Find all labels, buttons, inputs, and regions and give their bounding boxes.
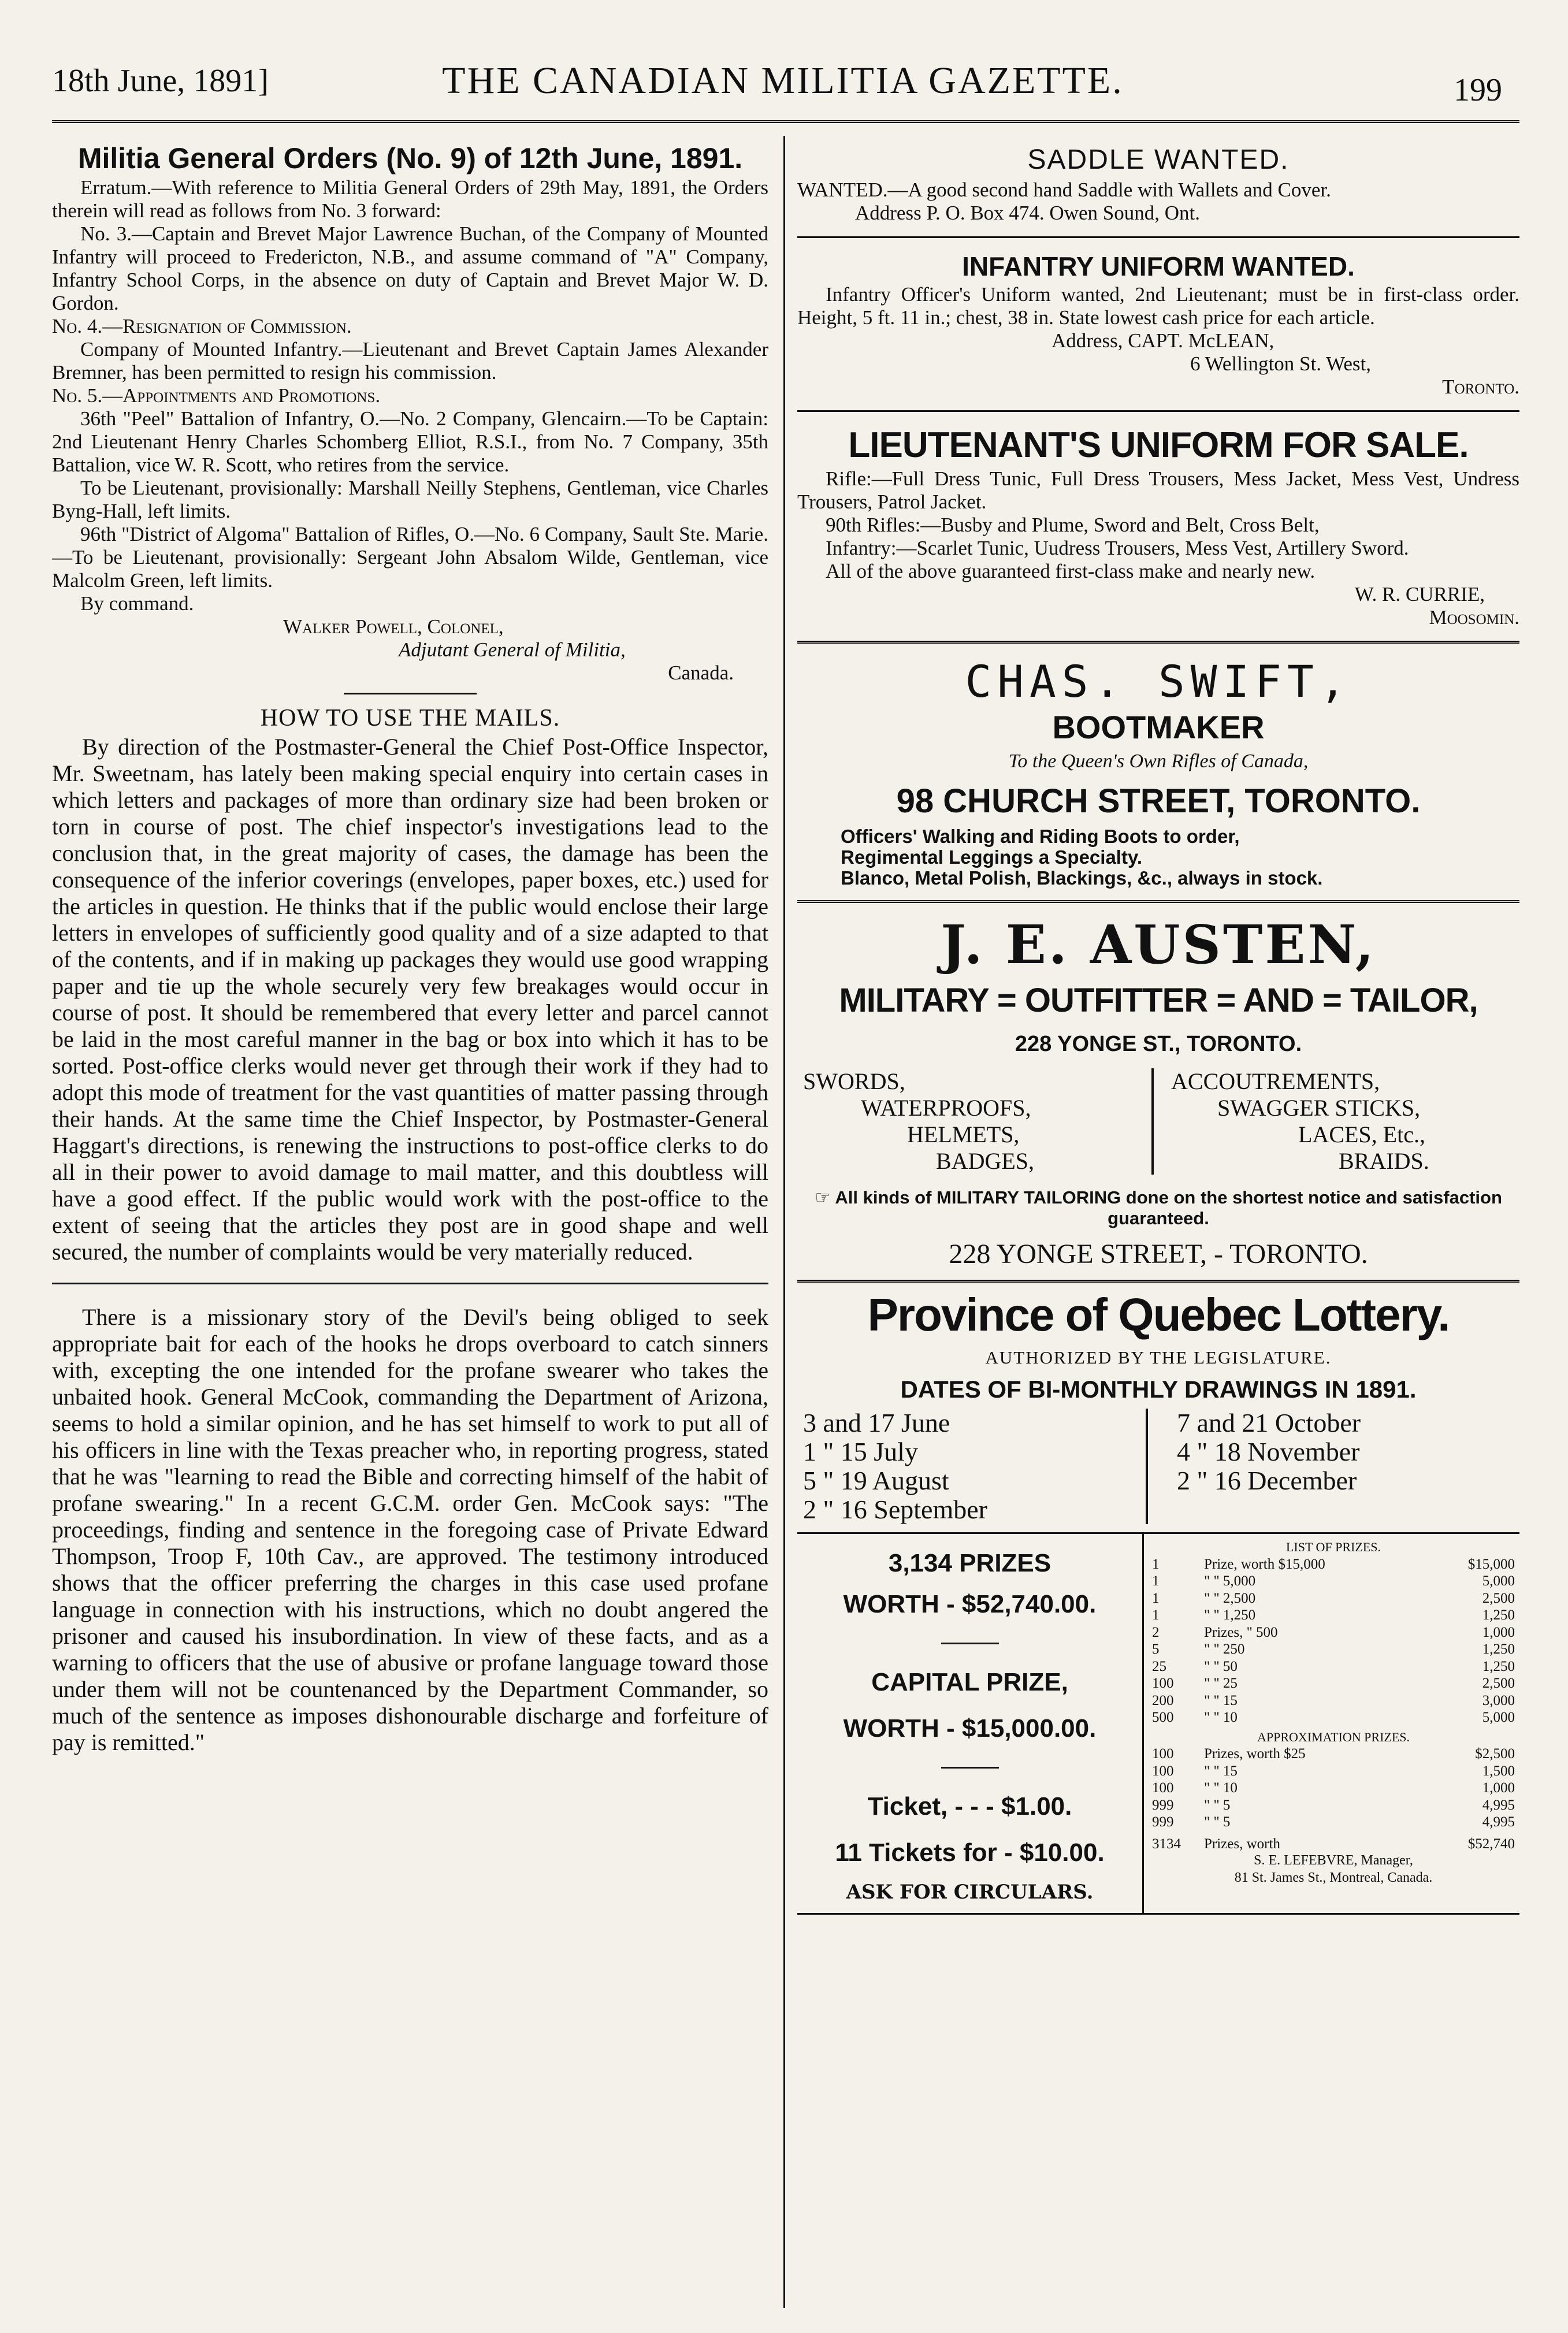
prize-qty: 100 — [1152, 1676, 1174, 1691]
austen-notice-text: All kinds of MILITARY TAILORING done on the shortest notice and satisfaction guaranteed. — [835, 1187, 1502, 1228]
swift-address: 98 CHURCH STREET, TORONTO. — [896, 782, 1421, 820]
section-divider — [797, 900, 1519, 903]
lottery-date: 1 " 15 July — [803, 1437, 918, 1466]
lottery-dates-title: DATES OF BI-MONTHLY DRAWINGS IN 1891. — [900, 1376, 1417, 1403]
lottery-prizes-worth: WORTH - $52,740.00. — [843, 1590, 1097, 1618]
prize-qty: 500 — [1152, 1710, 1174, 1725]
prize-row — [1152, 1692, 1515, 1710]
lottery-prizes-box — [797, 1532, 1519, 1915]
prize-desc: " " 2,500 — [1204, 1590, 1256, 1606]
lieutenant-sig1: W. R. CURRIE, — [1354, 583, 1485, 605]
saddle-line2: Address P. O. Box 474. Owen Sound, Ont. — [855, 202, 1200, 224]
orders-no3: No. 3.—Captain and Brevet Major Lawrence Buchan, of the Company of Mounted Infantry will proceed to Fredericton, N.B., and assume command of "A" Company, Infantry School Corps, in the absence on duty of Captain and Brevet Major W. D. Gordon. — [52, 222, 768, 314]
prize-desc: Prizes, " 500 — [1204, 1624, 1278, 1640]
austen-address2: 228 YONGE STREET, - TORONTO. — [949, 1239, 1368, 1269]
summary-divider — [941, 1767, 999, 1769]
prize-value: 1,500 — [1482, 1763, 1515, 1779]
prize-value: $15,000 — [1467, 1556, 1515, 1572]
section-divider — [797, 410, 1519, 412]
section-divider — [797, 1280, 1519, 1283]
prize-row — [1152, 1780, 1515, 1797]
prize-value: 2,500 — [1482, 1590, 1515, 1606]
orders-96th: 96th "District of Algoma" Battalion of Rifles, O.—No. 6 Company, Sault Ste. Marie.—To be Lieutenant, provisionally: Sergeant John Absalom Wilde, Gentleman, vice Malcolm Green, left limits. — [52, 523, 768, 592]
swift-line1: Officers' Walking and Riding Boots to order, — [841, 826, 1240, 847]
summary-divider — [941, 1643, 999, 1644]
austen-goods — [797, 1068, 1519, 1175]
lottery-prize-list — [1144, 1534, 1519, 1913]
quebec-lottery-ad — [797, 1287, 1519, 1915]
austen-item: ACCOUTREMENTS, — [1171, 1068, 1380, 1094]
lottery-date: 2 " 16 December — [1177, 1466, 1357, 1495]
prize-value: $52,740 — [1467, 1836, 1515, 1852]
prize-value: 2,500 — [1482, 1676, 1515, 1691]
austen-item: BRAIDS. — [1339, 1148, 1429, 1174]
prize-row — [1152, 1556, 1515, 1573]
prize-qty: 1 — [1152, 1573, 1160, 1589]
austen-item: BADGES, — [936, 1148, 1035, 1174]
swift-bootmaker-ad — [797, 655, 1519, 889]
prize-qty: 3134 — [1152, 1836, 1181, 1852]
lottery-date: 5 " 19 August — [803, 1466, 949, 1495]
prize-desc: Prizes, worth $25 — [1204, 1746, 1306, 1762]
section-divider — [797, 236, 1519, 238]
prize-desc: " " 15 — [1204, 1692, 1238, 1708]
saddle-wanted-ad — [797, 142, 1519, 225]
orders-signature: Walker Powell, Colonel, — [283, 615, 504, 638]
prize-desc: " " 5 — [1204, 1797, 1231, 1813]
prize-value: 1,000 — [1482, 1780, 1515, 1796]
lottery-11-tickets: 11 Tickets for - $10.00. — [835, 1838, 1105, 1867]
prize-qty: 1 — [1152, 1590, 1160, 1606]
prize-desc: " " 10 — [1204, 1780, 1238, 1796]
prize-list — [1152, 1556, 1515, 1726]
swift-subtitle: To the Queen's Own Rifles of Canada, — [1008, 751, 1309, 772]
pointing-hand-icon: ☞ — [815, 1187, 831, 1208]
prize-desc: " " 10 — [1204, 1710, 1238, 1725]
prize-row — [1152, 1624, 1515, 1641]
orders-erratum: Erratum.—With reference to Militia General Orders of 29th May, 1891, the Orders therein will read as follows from No. 3 forward: — [52, 176, 768, 222]
orders-no4: No. 4.—Resignation of Commission. — [52, 315, 352, 337]
right-column — [797, 136, 1519, 2308]
lottery-ticket: Ticket, - - - $1.00. — [867, 1792, 1072, 1821]
austen-item: HELMETS, — [907, 1121, 1020, 1147]
prize-row — [1152, 1814, 1515, 1831]
header-date: 18th June, 1891] — [52, 63, 269, 99]
swift-line3: Blanco, Metal Polish, Blackings, &c., always in stock. — [841, 867, 1323, 889]
prize-qty: 100 — [1152, 1763, 1174, 1779]
swift-line2: Regimental Leggings a Specialty. — [841, 846, 1143, 868]
prize-row — [1152, 1658, 1515, 1676]
austen-goods-right — [1154, 1068, 1519, 1175]
section-divider — [52, 1283, 768, 1284]
austen-name: J. E. AUSTEN, — [941, 913, 1376, 976]
prize-row — [1152, 1573, 1515, 1590]
lottery-capital-worth: WORTH - $15,000.00. — [843, 1714, 1097, 1743]
prize-value: $2,500 — [1475, 1746, 1515, 1762]
prize-list-title: LIST OF PRIZES. — [1285, 1540, 1381, 1554]
lottery-dates-right — [1148, 1409, 1519, 1524]
austen-item: SWAGGER STICKS, — [1217, 1095, 1421, 1121]
infantry-addr2: 6 Wellington St. West, — [1190, 352, 1371, 375]
prize-value: 4,995 — [1482, 1814, 1515, 1830]
page-number: 199 — [1454, 72, 1502, 108]
prize-row — [1152, 1709, 1515, 1726]
infantry-uniform-ad — [797, 250, 1519, 399]
prize-qty: 100 — [1152, 1780, 1174, 1796]
austen-outfitter-ad — [797, 915, 1519, 1275]
mails-body: By direction of the Postmaster-General the Chief Post-Office Inspector, Mr. Sweetnam, has lately been making special enquiry into certain cases in which letters and packages of more than ordinary size had been broken or torn in course of post. The chief inspector's investigations lead to the conclusion that, in the great majority of cases, the damage has been the consequence of the inferior coverings (envelopes, paper boxes, etc.) used for the articles in question. He thinks that if the public would enclose their large letters in envelopes of sufficiently good quality and of a size adapted to that of the contents, and if in making up packages they would use good wrapping paper and tie up the whole securely very few breakages would occur in course of post. It should be remembered that every letter and parcel cannot be laid in the most careful manner in the bag or box into which it has to be sorted. Post-office clerks would never get through their work if they had to adopt this mode of treatment for the vast quantities of matter passing through their hands. At the same time the Chief Inspector, by Postmaster-General Haggart's directions, is renewing the instructions to post-office clerks to do all in their power to avoid damage to mail matter, and this doubtless will have a good effect. If the public would work with the post-office to the extent of seeing that the articles they post are in good shape and well secured, the number of complaints would be very materially reduced. — [52, 734, 768, 1265]
left-column — [52, 136, 768, 2308]
orders-signature-place: Canada. — [668, 662, 734, 684]
lieutenant-guarantee: All of the above guaranteed first-class make and nearly new. — [826, 560, 1316, 582]
prize-desc: " " 5 — [1204, 1814, 1231, 1830]
lottery-authorized: AUTHORIZED BY THE LEGISLATURE. — [985, 1347, 1332, 1368]
prize-desc: " " 250 — [1204, 1641, 1245, 1657]
prize-qty: 25 — [1152, 1658, 1166, 1674]
infantry-title: INFANTRY UNIFORM WANTED. — [962, 251, 1355, 281]
lieutenant-infantry: Infantry:—Scarlet Tunic, Uudress Trousers, Mess Vest, Artillery Sword. — [826, 537, 1409, 559]
lieutenant-rifle: Rifle:—Full Dress Tunic, Full Dress Trousers, Mess Jacket, Mess Vest, Undress Trousers, Patrol Jacket. — [797, 467, 1519, 513]
lottery-dates-left — [797, 1409, 1148, 1524]
orders-no5: No. 5.—Appointments and Promotions. — [52, 384, 381, 407]
prize-qty: 2 — [1152, 1624, 1160, 1640]
lottery-capital: CAPITAL PRIZE, — [871, 1668, 1068, 1696]
header-rule — [52, 120, 1519, 123]
devil-article — [52, 1304, 768, 1756]
lottery-manager-address: 81 St. James St., Montreal, Canada. — [1234, 1870, 1433, 1885]
orders-signature-title: Adjutant General of Militia, — [399, 638, 626, 661]
lottery-ask: ASK FOR CIRCULARS. — [846, 1881, 1094, 1904]
orders-by-command: By command. — [80, 592, 194, 615]
swift-name: CHAS. SWIFT, — [965, 656, 1352, 707]
infantry-addr3: Toronto. — [1442, 376, 1519, 398]
how-to-use-mails — [52, 703, 768, 1265]
prize-value: 3,000 — [1482, 1692, 1515, 1708]
lottery-summary — [797, 1534, 1144, 1913]
prize-desc: " " 15 — [1204, 1763, 1238, 1779]
prize-value: 5,000 — [1482, 1710, 1515, 1725]
prize-row — [1152, 1797, 1515, 1814]
approx-list-title: APPROXIMATION PRIZES. — [1257, 1729, 1410, 1744]
prize-value: 1,000 — [1482, 1624, 1515, 1640]
prize-row — [1152, 1590, 1515, 1607]
lottery-date: 2 " 16 September — [803, 1495, 987, 1524]
austen-item: SWORDS, — [803, 1068, 905, 1094]
prize-desc: " " 50 — [1204, 1658, 1238, 1674]
prize-qty: 1 — [1152, 1607, 1160, 1623]
prize-value: 1,250 — [1482, 1658, 1515, 1674]
prize-total-row — [1152, 1836, 1515, 1853]
section-divider — [344, 693, 477, 694]
prize-value: 1,250 — [1482, 1607, 1515, 1623]
prize-qty: 200 — [1152, 1692, 1174, 1708]
lottery-date: 4 " 18 November — [1177, 1437, 1360, 1466]
mails-title: HOW TO USE THE MAILS. — [260, 705, 560, 731]
prize-qty: 1 — [1152, 1556, 1160, 1572]
prize-row — [1152, 1641, 1515, 1658]
prize-value: 4,995 — [1482, 1797, 1515, 1813]
lieutenant-90th: 90th Rifles:—Busby and Plume, Sword and Belt, Cross Belt, — [826, 514, 1320, 536]
prize-row — [1152, 1745, 1515, 1763]
prize-row — [1152, 1607, 1515, 1624]
austen-item: LACES, Etc., — [1298, 1121, 1425, 1147]
infantry-addr1: Address, CAPT. McLEAN, — [1051, 329, 1275, 352]
lottery-title: Province of Quebec Lottery. — [867, 1289, 1450, 1340]
lottery-date: 7 and 21 October — [1177, 1408, 1361, 1437]
orders-mounted-infantry: Company of Mounted Infantry.—Lieutenant and Brevet Captain James Alexander Bremner, has been permitted to resign his commission. — [52, 338, 768, 384]
saddle-title: SADDLE WANTED. — [1027, 144, 1290, 175]
lottery-manager: S. E. LEFEBVRE, Manager, — [1254, 1853, 1413, 1868]
page-header — [52, 46, 1514, 121]
prize-desc: " " 5,000 — [1204, 1573, 1256, 1589]
prize-desc: Prizes, worth — [1204, 1836, 1280, 1852]
orders-title: Militia General Orders (No. 9) of 12th June, 1891. — [77, 142, 743, 174]
prize-desc: Prize, worth $15,000 — [1204, 1556, 1325, 1572]
lottery-dates — [797, 1409, 1519, 1524]
devil-body: There is a missionary story of the Devil's being obliged to seek appropriate bait for each of the hooks he drops overboard to catch sinners with, excepting the one intended for the profane swearer who takes the unbaited hook. General McCook, commanding the Department of Arizona, seems to hold a similar opinion, and he has set himself to work to put all of his officers in line with the Texas preacher who, in reporting progress, stated that he was "learning to read the Bible and correcting himself of the habit of profane swearing." In a recent G.C.M. order Gen. McCook says: "The proceedings, finding and sentence in the foregoing case of Private Edward Thompson, Troop F, 10th Cav., are approved. The testimony introduced shows that the officer preferring the charges in this case used profane language in connection with his instructions, which no doubt angered the prisoner and caused his insubordination. In view of these facts, and as a warning to officers that the use of abusive or profane language toward those under them will not be countenanced by the Department Commander, so much of the sentence as imposes dishonourable discharge and forfeiture of pay is remitted." — [52, 1304, 768, 1755]
austen-item: WATERPROOFS, — [861, 1095, 1031, 1121]
orders-lieutenant: To be Lieutenant, provisionally: Marshall Neilly Stephens, Gentleman, vice Charles Byng-Hall, left limits. — [52, 477, 768, 522]
austen-trade: MILITARY = OUTFITTER = AND = TAILOR, — [839, 982, 1478, 1019]
prize-row — [1152, 1763, 1515, 1780]
lottery-prizes-count: 3,134 PRIZES — [888, 1549, 1051, 1577]
prize-qty: 5 — [1152, 1641, 1160, 1657]
prize-row — [1152, 1675, 1515, 1692]
infantry-body: Infantry Officer's Uniform wanted, 2nd Lieutenant; must be in first-class order. Height, 5 ft. 11 in.; chest, 38 in. State lowest cash price for each article. — [797, 283, 1519, 329]
swift-trade: BOOTMAKER — [1052, 709, 1265, 745]
militia-general-orders — [52, 140, 768, 685]
austen-address: 228 YONGE ST., TORONTO. — [1015, 1032, 1302, 1056]
orders-36th: 36th "Peel" Battalion of Infantry, O.—No. 2 Company, Glencairn.—To be Captain: 2nd Lieutenant Henry Charles Schomberg Elliot, R.S.I., from No. 7 Company, 35th Battalion, vice W. R. Scott, who retires from the service. — [52, 407, 768, 476]
prize-desc: " " 1,250 — [1204, 1607, 1256, 1623]
prize-qty: 999 — [1152, 1797, 1174, 1813]
lieutenant-uniform-ad — [797, 423, 1519, 629]
prize-value: 5,000 — [1482, 1573, 1515, 1589]
section-divider — [797, 641, 1519, 644]
newspaper-title: THE CANADIAN MILITIA GAZETTE. — [442, 60, 1124, 102]
lieutenant-title: LIEUTENANT'S UNIFORM FOR SALE. — [848, 425, 1469, 465]
prize-value: 1,250 — [1482, 1641, 1515, 1657]
lieutenant-sig2: Moosomin. — [1429, 606, 1519, 629]
prize-qty: 999 — [1152, 1814, 1174, 1830]
prize-desc: " " 25 — [1204, 1676, 1238, 1691]
column-rule — [783, 136, 785, 2308]
lottery-date: 3 and 17 June — [803, 1408, 950, 1437]
austen-notice — [797, 1187, 1519, 1229]
austen-goods-left — [797, 1068, 1154, 1175]
saddle-line1: WANTED.—A good second hand Saddle with Wallets and Cover. — [797, 179, 1331, 201]
approx-list — [1152, 1745, 1515, 1831]
prize-qty: 100 — [1152, 1746, 1174, 1762]
